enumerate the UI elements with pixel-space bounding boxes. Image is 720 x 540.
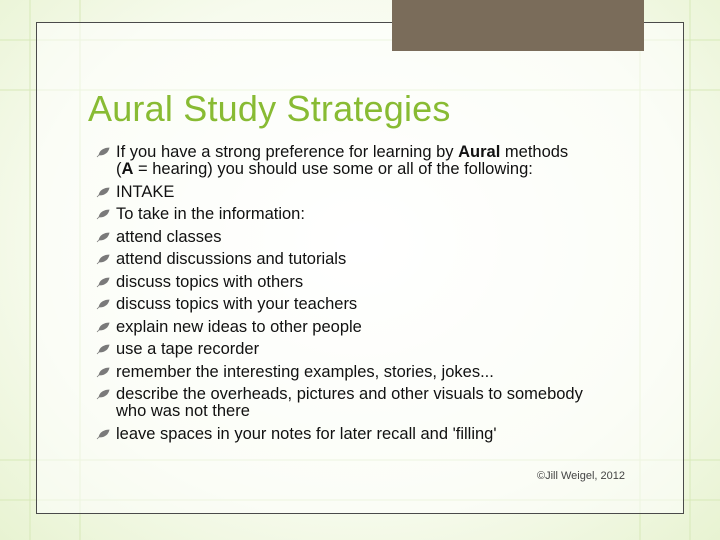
feather-icon <box>96 389 110 400</box>
bullet-text: discuss topics with your teachers <box>116 295 358 313</box>
list-item <box>96 274 586 291</box>
bullet-text: leave spaces in your notes for later recall and 'filling' <box>116 424 497 443</box>
feather-icon <box>96 254 110 265</box>
feather-icon <box>96 322 110 333</box>
feather-icon <box>96 147 110 158</box>
copyright-credit: ©Jill Weigel, 2012 <box>537 470 625 482</box>
bullet-text: = hearing) you should use some or all of the following: <box>133 160 533 178</box>
list-item <box>96 426 586 443</box>
slide-title: Aural Study Strategies <box>88 88 451 129</box>
list-item <box>96 296 586 313</box>
list-item <box>96 251 586 268</box>
list-item <box>96 319 586 336</box>
list-item <box>96 206 586 223</box>
bold-text: Aural <box>458 143 501 161</box>
list-item <box>96 364 586 381</box>
title-accent-bar <box>392 0 644 51</box>
feather-icon <box>96 429 110 440</box>
list-item <box>96 229 586 246</box>
feather-icon <box>96 277 110 288</box>
feather-icon <box>96 367 110 378</box>
bullet-text: remember the interesting examples, stories, jokes... <box>116 362 494 381</box>
bullet-text: describe the overheads, pictures and other visuals to somebody who was not there <box>116 385 583 420</box>
bullet-text: attend discussions and tutorials <box>116 250 347 268</box>
bold-text: A <box>121 160 134 178</box>
feather-icon <box>96 187 110 198</box>
bullet-text: use a tape recorder <box>116 340 260 358</box>
bullet-text: discuss topics with others <box>116 272 304 291</box>
list-item <box>96 386 586 420</box>
bullet-list <box>96 144 586 448</box>
feather-icon <box>96 299 110 310</box>
feather-icon <box>96 344 110 355</box>
bullet-text: attend classes <box>116 227 222 246</box>
list-item <box>96 341 586 358</box>
list-item <box>96 144 586 178</box>
bullet-text: methods ( <box>116 143 569 178</box>
bullet-text: INTAKE <box>116 182 175 201</box>
bullet-text: explain new ideas to other people <box>116 317 362 336</box>
list-item <box>96 184 586 201</box>
bullet-text: If you have a strong preference for learning by <box>116 143 459 161</box>
feather-icon <box>96 209 110 220</box>
feather-icon <box>96 232 110 243</box>
bullet-text: To take in the information: <box>116 205 305 223</box>
